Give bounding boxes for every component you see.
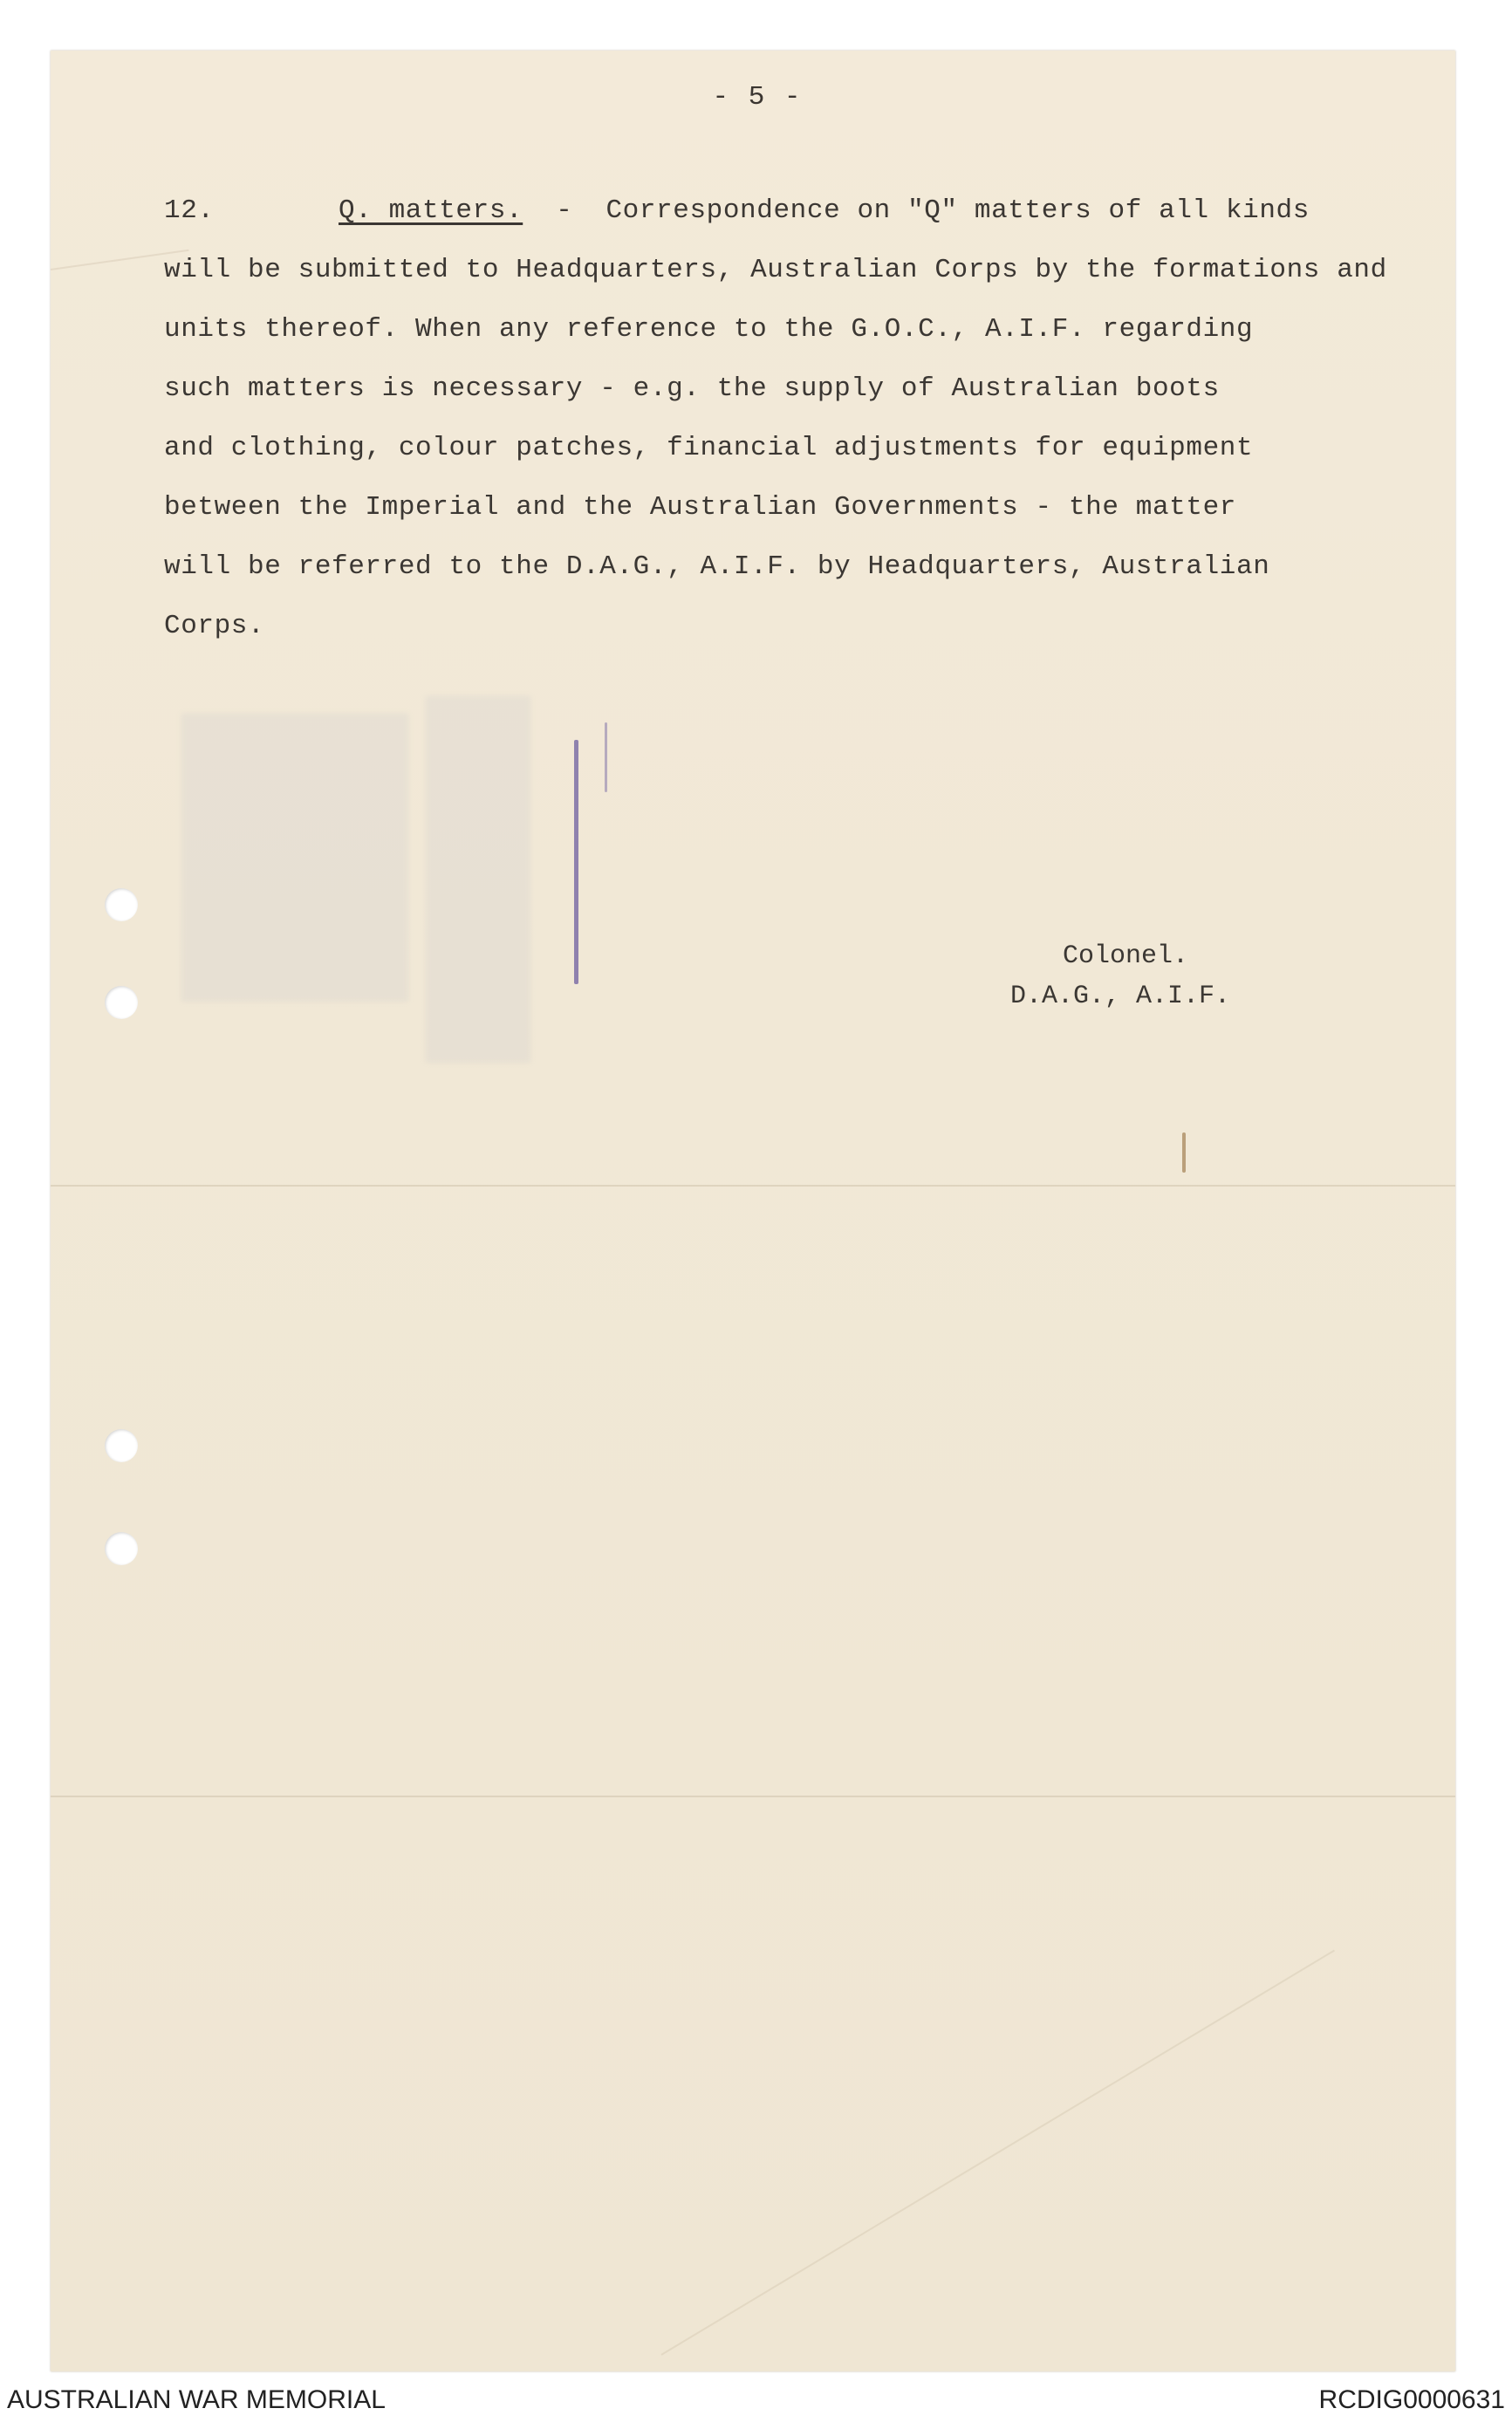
paragraph-number: 12. <box>164 195 215 226</box>
fold-line <box>51 1185 1455 1187</box>
punch-hole <box>105 1532 138 1565</box>
archive-footer <box>0 2382 1512 2422</box>
document-page <box>51 51 1455 2371</box>
paragraph-line: will be referred to the D.A.G., A.I.F. by Headquarters, Australian <box>164 551 1270 582</box>
bleed-through-text <box>181 714 408 1002</box>
ink-mark <box>1182 1132 1186 1173</box>
paragraph-12 <box>164 181 1438 656</box>
paragraph-line: will be submitted to Headquarters, Australian Corps by the formations and <box>164 255 1387 285</box>
archive-reference: RCDIG0000631 <box>1318 2385 1505 2414</box>
paragraph-heading: Q. matters. <box>339 195 523 226</box>
signature-office: D.A.G., A.I.F. <box>1010 982 1231 1011</box>
paragraph-line: and clothing, colour patches, financial adjustments for equipment <box>164 433 1254 463</box>
punch-hole <box>105 1429 138 1462</box>
punch-hole <box>105 888 138 921</box>
fold-line <box>51 1796 1455 1797</box>
paper-crease <box>660 1950 1334 2356</box>
signature-block <box>1010 936 1230 1016</box>
punch-hole <box>105 986 138 1019</box>
pencil-mark <box>605 722 607 792</box>
paragraph-first-text: Correspondence on "Q" matters of all kinds <box>605 195 1310 226</box>
archive-name: AUSTRALIAN WAR MEMORIAL <box>7 2385 386 2414</box>
signature-rank: Colonel. <box>1063 941 1189 971</box>
paragraph-line: units thereof. When any reference to the G.O.C., A.I.F. regarding <box>164 314 1254 345</box>
heading-dash: - <box>556 195 573 226</box>
paragraph-line: between the Imperial and the Australian Governments - the matter <box>164 492 1236 523</box>
bleed-through-text <box>426 696 530 1063</box>
paragraph-first-line <box>164 181 1438 241</box>
paragraph-line: Corps. <box>164 611 265 641</box>
page-number: - 5 - <box>712 82 803 113</box>
pencil-mark <box>574 740 578 984</box>
paragraph-line: such matters is necessary - e.g. the supply of Australian boots <box>164 373 1220 404</box>
